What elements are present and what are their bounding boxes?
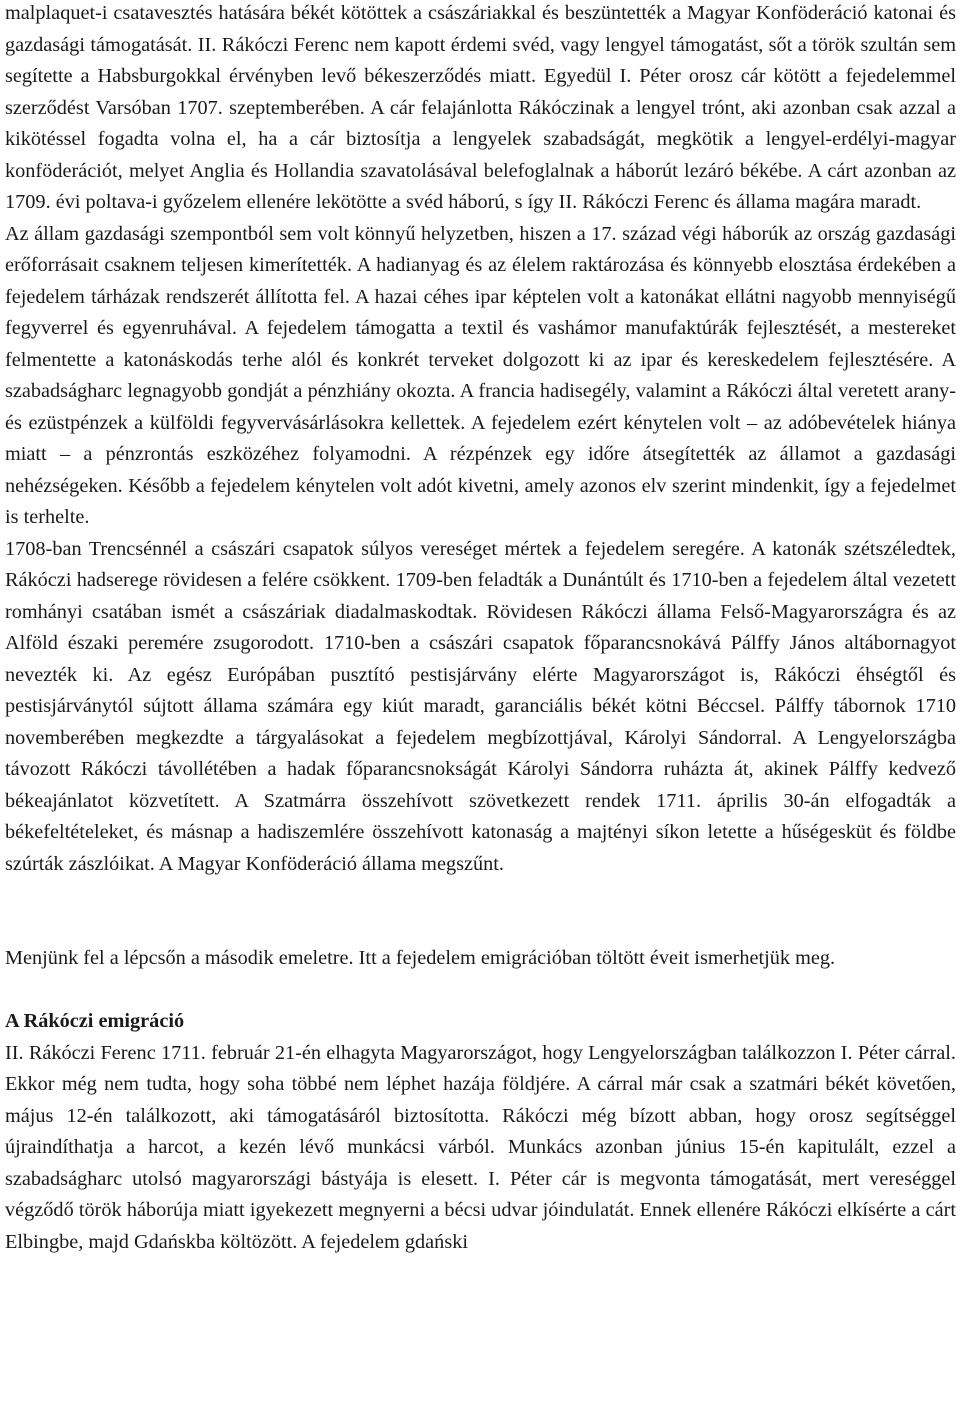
paragraph-emigration: II. Rákóczi Ferenc 1711. február 21-én elhagyta Magyarországot, hogy Lengyelországban találkozzon I. Péter cárral. Ekkor még nem tudta, hogy soha többé nem léphet hazája földjére. A cárral már csak a szatmári békét követően, május 12-én találkozott, aki támogatásáról biztosította. Rákóczi még bízott abban, hogy orosz segítséggel újraindíthatja a harcot, a kezén lévő munkácsi várból. Munkács azonban június 15-én kapitulált, ezzel a szabadságharc utolsó magyarországi bástyája is elesett. I. Péter cár is megvonta támogatását, mert vereséggel végződő török háborúja miatt igyekezett megnyerni a bécsi udvar jóindulatát. Ennek ellenére Rákóczi elkísérte a cárt Elbingbe, majd Gdańskba költözött. A fejedelem gdański [5, 1041, 956, 1253]
paragraph-military-defeat: 1708-ban Trencsénnél a császári csapatok súlyos vereséget mértek a fejedelem seregére. A katonák szétszéledtek, Rákóczi hadserege rövidesen a felére csökkent. 1709-ben feladták a Dunántúlt és 1710-ben a fejedelem által vezetett romhányi csatában ismét a császáriak diadalmaskodtak. Rövidesen Rákóczi állama Felső-Magyarországra és az Alföld északi peremére zsugorodott. 1710-ben a császári csapatok főparancsnokává Pálffy János altábornagyot nevezték ki. Az egész Európában pusztító pestisjárvány elérte Magyarországot is, Rákóczi éhségtől és pestisjárványtól sújtott állama számára egy kiút maradt, garanciális békét kötni Béccsel. Pálffy tábornok 1710 novemberében megkezdte a tárgyalásokat a fejedelem megbízottjával, Károlyi Sándorral. A Lengyelországba távozott Rákóczi távollétében a hadak főparancsnokságát Károlyi Sándorra ruházta át, akinek Pálffy kedvező békeajánlatot közvetített. A Szatmárra összehívott szövetkezett rendek 1711. április 30-án elfogadták a békefeltételeket, és másnap a hadiszemlére összehívott katonaság a majtényi síkon letette a hűségesküt és földbe szúrták zászlóikat. A Magyar Konföderáció állama megszűnt. [5, 537, 956, 875]
document-page [5, 0, 956, 1258]
spacer [5, 975, 956, 1007]
paragraph-economy: Az állam gazdasági szempontból sem volt könnyű helyzetben, hiszen a 17. század végi háborúk az ország gazdasági erőforrásait csaknem teljesen kimerítették. A hadianyag és az élelem raktározása és könnyebb elosztása érdekében a fejedelem tárházak rendszerét állította fel. A hazai céhes ipar képtelen volt a katonákat ellátni nagyobb mennyiségű fegyverrel és egyenruhával. A fejedelem támogatta a textil és vashámor manufaktúrák fejlesztését, a mestereket felmentette a katonáskodás terhe alól és konkrét terveket dolgozott ki az ipar és kereskedelem fejlesztésére. A szabadságharc legnagyobb gondját a pénzhiány okozta. A francia hadisegély, valamint a Rákóczi által veretett arany- és ezüstpénzek a külföldi fegyvervásárlásokra kellettek. A fejedelem ezért kénytelen volt – az adóbevételek hiánya miatt – a pénzrontás eszközéhez folyamodni. A rézpénzek egy időre átsegítették az államot a gazdasági nehézségeken. Később a fejedelem kénytelen volt adót kivetni, amely azonos elv szerint mindenkit, így a fejedelmet is terhelte. [5, 222, 956, 528]
paragraph-foreign-relations: malplaquet-i csatavesztés hatására békét kötöttek a császáriakkal és beszüntették a Magyar Konföderáció katonai és gazdasági támogatását. II. Rákóczi Ferenc nem kapott érdemi svéd, vagy lengyel támogatást, sőt a török szultán sem segítette a Habsburgokkal érvényben levő békeszerződés miatt. Egyedül I. Péter orosz cár kötött a fejedelemmel szerződést Varsóban 1707. szeptemberében. A cár felajánlotta Rákóczinak a lengyel trónt, aki azonban csak azzal a kikötéssel fogadta volna el, ha a cár biztosítja a lengyelek szabadságát, megkötik a lengyel-erdélyi-magyar konföderációt, melyet Anglia és Hollandia szavatolásával belefoglalnak a háborút lezáró békébe. A cárt azonban az 1709. évi poltava-i győzelem ellenére lekötötte a svéd háború, s így II. Rákóczi Ferenc és állama magára maradt. [5, 2, 956, 213]
section-heading: A Rákóczi emigráció [5, 1010, 185, 1032]
spacer [5, 880, 956, 943]
paragraph-visit-note: Menjünk fel a lépcsőn a második emeletre. Itt a fejedelem emigrációban töltött éveit ismerhetjük meg. [5, 947, 836, 969]
